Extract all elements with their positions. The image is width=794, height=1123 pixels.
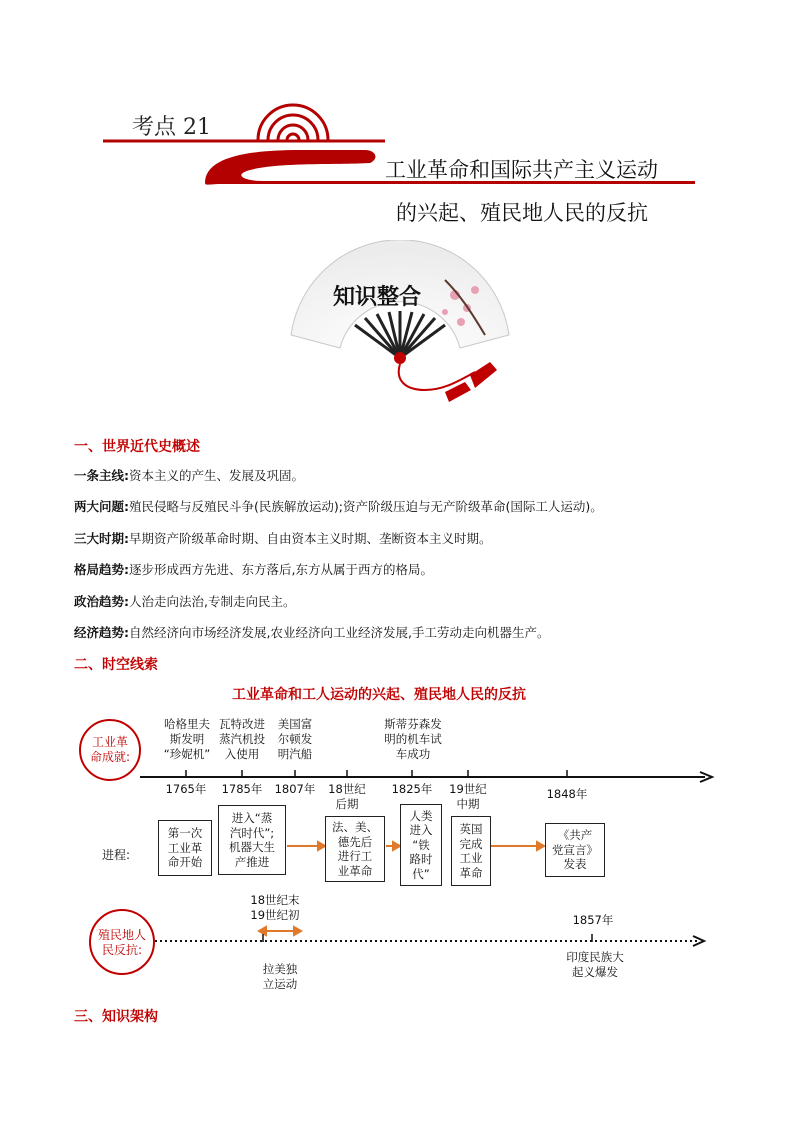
overview-item-text: 殖民侵略与反殖民斗争(民族解放运动);资产阶级压迫与无产阶级革命(国际工人运动)。 (129, 499, 603, 514)
year-label: 18世纪 后期 (328, 782, 366, 811)
process-box (218, 805, 286, 875)
overview-item-text: 自然经济向市场经济发展,农业经济向工业经济发展,手工劳动走向机器生产。 (129, 625, 550, 640)
overview-item (74, 623, 549, 641)
section3-heading: 三、知识架构 (74, 1009, 158, 1025)
colonial-year-label: 1857年 (572, 913, 614, 927)
diagram-title: 工业革命和工人运动的兴起、殖民地人民的反抗 (232, 687, 526, 703)
overview-item-text: 资本主义的产生、发展及巩固。 (129, 468, 305, 483)
progress-label: 进程: (102, 848, 131, 862)
colonial-event-label: 拉美独 立运动 (262, 962, 298, 991)
header-decoration (0, 0, 794, 230)
overview-item-label: 经济趋势: (74, 625, 129, 640)
year-label: 1765年 (165, 782, 207, 796)
process-text: 英国 完成 工业 革命 (459, 822, 483, 880)
page-title-line1: 工业革命和国际共产主义运动 (385, 158, 658, 182)
overview-item (74, 560, 433, 578)
process-box (400, 804, 442, 886)
section1-heading: 一、世界近代史概述 (74, 439, 200, 455)
industrial-achievements-label: 工业革 命成就: (89, 735, 131, 764)
header-ornament (0, 0, 794, 230)
overview-item-text: 逐步形成西方先进、东方落后,东方从属于西方的格局。 (129, 562, 433, 577)
overview-item-label: 三大时期: (74, 531, 129, 546)
overview-item (74, 592, 295, 610)
overview-item-label: 两大问题: (74, 499, 129, 514)
fan-icon (285, 240, 515, 415)
process-text: 法、美、 德先后 进行工 业革命 (332, 820, 378, 878)
process-box (158, 820, 212, 876)
overview-item-label: 格局趋势: (74, 562, 129, 577)
overview-item-label: 政治趋势: (74, 594, 129, 609)
process-text: 《共产 党宣言》 发表 (552, 828, 598, 872)
colonial-india-label: 印度民族大 起义爆发 (566, 950, 624, 979)
achievement-item: 斯蒂芬森发 明的机车试 车成功 (384, 717, 442, 761)
overview-item-text: 人治走向法治,专制走向民主。 (129, 594, 296, 609)
overview-item (74, 466, 304, 484)
overview-item (74, 497, 603, 515)
process-text: 人类 进入 “铁 路时 代” (409, 808, 433, 881)
fan-illustration (285, 240, 515, 415)
kaodian-label: 考点 21 (132, 115, 211, 140)
process-box (451, 816, 491, 886)
year-label: 1807年 (274, 782, 316, 796)
achievement-item: 美国富 尔顿发 明汽船 (277, 717, 313, 761)
process-text: 第一次 工业革 命开始 (167, 826, 203, 870)
year-label: 1785年 (221, 782, 263, 796)
process-box (545, 823, 605, 877)
section2-heading: 二、时空线索 (74, 657, 158, 673)
fan-title: 知识整合 (333, 284, 422, 310)
process-box (325, 816, 385, 882)
year-label: 1848年 (546, 787, 588, 801)
year-label: 19世纪 中期 (449, 782, 487, 811)
overview-item (74, 529, 492, 547)
achievement-item: 瓦特改进 蒸汽机投 入使用 (219, 717, 265, 761)
process-text: 进入“蒸 汽时代”; 机器大生 产推进 (229, 811, 275, 869)
page-title-line2: 的兴起、殖民地人民的反抗 (396, 201, 648, 225)
overview-item-label: 一条主线: (74, 468, 129, 483)
colonial-resistance-label: 殖民地人 民反抗: (97, 928, 146, 957)
colonial-period-label: 18世纪末 19世纪初 (250, 893, 300, 922)
achievement-item: 哈格里夫 斯发明 “珍妮机” (163, 717, 211, 761)
overview-item-text: 早期资产阶级革命时期、自由资本主义时期、垄断资本主义时期。 (129, 531, 492, 546)
year-label: 1825年 (391, 782, 433, 796)
